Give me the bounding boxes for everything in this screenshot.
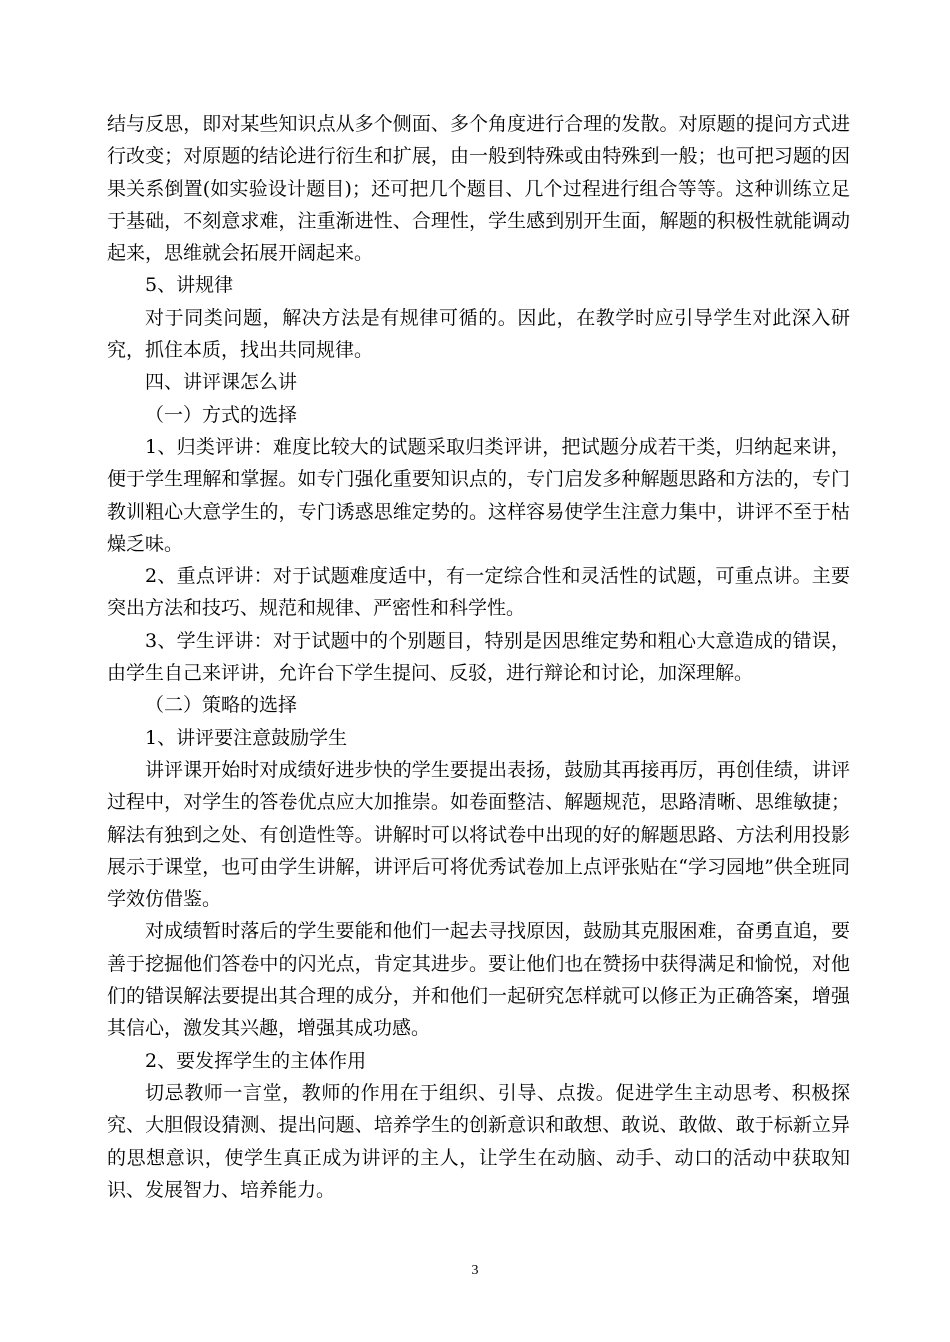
paragraph-continuation: 结与反思，即对某些知识点从多个侧面、多个角度进行合理的发散。对原题的提问方式进行改变；对原题的结论进行衍生和扩展，由一般到特殊或由特殊到一般；也可把习题的因果关系倒置(如实验设计题目)；还可把几个题目、几个过程进行组合等等。这种训练立足于基础，不刻意求难，注重渐进性、合理性，学生感到别开生面，解题的积极性就能调动起来，思维就会拓展开阔起来。 [107,113,850,265]
subsection-heading-method-choice: （一）方式的选择 [145,403,298,426]
paragraph-student-role: 切忌教师一言堂，教师的作用在于组织、引导、点拨。促进学生主动思考、积极探究、大胆假设猜测、提出问题、培养学生的创新意识和敢想、敢说、敢做、敢于标新立异的思想意识，使学生真正成为讲评的主人，让学生在动脑、动手、动口的活动中获取知识、发展智力、培养能力。 [107,1081,850,1201]
paragraph-praise-good-students: 讲评课开始时对成绩好进步快的学生要提出表扬，鼓励其再接再厉，再创佳绩，讲评过程中，对学生的答卷优点应大加推崇。如卷面整洁、解题规范，思路清晰、思维敏捷；解法有独到之处、有创造性等。讲解时可以将试卷中出现的好的解题思路、方法利用投影展示于课堂，也可由学生讲解，讲评后可将优秀试卷加上点评张贴在“学习园地”供全班同学效仿借鉴。 [107,758,850,911]
paragraph-student-review: 3、学生评讲：对于试题中的个别题目，特别是因思维定势和粗心大意造成的错误，由学生自己来评讲，允许台下学生提问、反驳，进行辩论和讨论，加深理解。 [107,629,850,685]
paragraph-category-review: 1、归类评讲：难度比较大的试题采取归类评讲，把试题分成若干类，归纳起来讲，便于学生理解和掌握。如专门强化重要知识点的，专门启发多种解题思路和方法的，专门教训粗心大意学生的，专门诱惑思维定势的。这样容易使学生注意力集中，讲评不至于枯燥乏味。 [107,435,850,555]
body-text [107,108,850,1206]
section-heading-how-to-teach: 四、讲评课怎么讲 [145,371,298,394]
paragraph-rules: 对于同类问题，解决方法是有规律可循的。因此，在教学时应引导学生对此深入研究，抓住本质，找出共同规律。 [107,306,850,362]
subsection-heading-strategy-choice: （二）策略的选择 [145,694,298,717]
heading-encourage-students: 1、讲评要注意鼓励学生 [145,726,348,749]
heading-lecture-rules: 5、讲规律 [145,274,234,297]
page-number: 3 [471,1263,479,1278]
paragraph-help-lagging-students: 对成绩暂时落后的学生要能和他们一起去寻找原因，鼓励其克服困难，奋勇直追，要善于挖掘他们答卷中的闪光点，肯定其进步。要让他们也在赞扬中获得满足和愉悦，对他们的错误解法要提出其合理的成分，并和他们一起研究怎样就可以修正为正确答案，增强其信心，激发其兴趣，增强其成功感。 [107,920,850,1040]
paragraph-key-review: 2、重点评讲：对于试题难度适中，有一定综合性和灵活性的试题，可重点讲。主要突出方法和技巧、规范和规律、严密性和科学性。 [107,565,850,620]
heading-student-role: 2、要发挥学生的主体作用 [145,1049,367,1072]
